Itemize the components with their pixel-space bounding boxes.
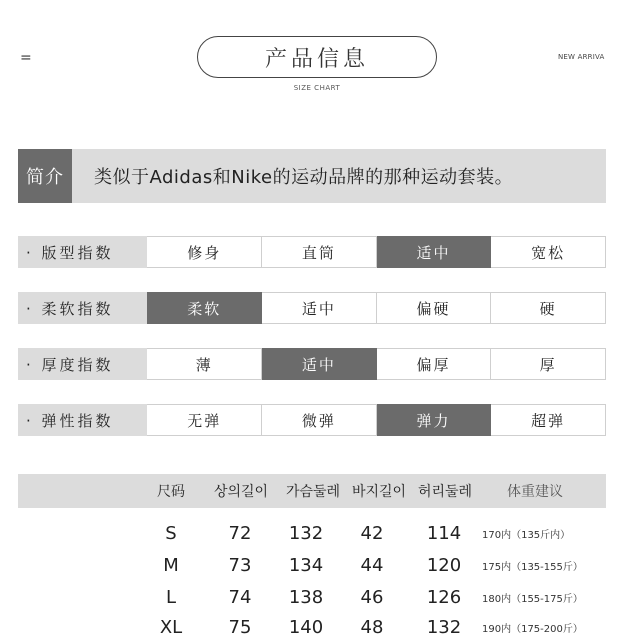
rating-row-thickness	[18, 348, 606, 380]
pants-length-cell: 48	[360, 616, 384, 638]
chest-cell: 138	[288, 586, 324, 608]
chest-cell: 132	[288, 522, 324, 544]
left-mark: =	[20, 50, 32, 66]
rating-option-selected: 柔软	[147, 292, 262, 324]
header-waist: 허리둘레	[417, 484, 473, 500]
page-subtitle: SIZE CHART	[293, 84, 341, 92]
rating-option: 直筒	[262, 236, 377, 268]
rating-option: 修身	[147, 236, 262, 268]
waist-cell: 120	[426, 554, 462, 576]
intro-bar	[18, 149, 606, 203]
chest-cell: 140	[288, 616, 324, 638]
waist-cell: 114	[426, 522, 462, 544]
rating-option: 硬	[491, 292, 606, 324]
weight-cell: 175内（135-155斤）	[482, 561, 583, 573]
header-top-length: 상의길이	[213, 484, 269, 500]
chest-cell: 134	[288, 554, 324, 576]
header-chest: 가슴둘레	[285, 484, 341, 500]
size-cell: S	[165, 522, 177, 544]
page-title: 产品信息	[197, 36, 437, 78]
rating-option: 厚	[491, 348, 606, 380]
top-length-cell: 75	[228, 616, 252, 638]
top-length-cell: 73	[228, 554, 252, 576]
rating-option: 偏厚	[377, 348, 492, 380]
rating-option: 薄	[147, 348, 262, 380]
rating-option: 适中	[262, 292, 377, 324]
intro-text: 类似于Adidas和Nike的运动品牌的那种运动套装。	[94, 167, 514, 188]
rating-label: · 柔软指数	[18, 292, 147, 324]
weight-cell: 190内（175-200斤）	[482, 623, 583, 635]
rating-label: · 厚度指数	[18, 348, 147, 380]
size-cell: XL	[159, 616, 183, 638]
weight-cell: 170内（135斤内）	[482, 529, 571, 541]
header-size: 尺码	[157, 484, 185, 500]
rating-option-selected: 适中	[262, 348, 377, 380]
rating-option: 微弹	[262, 404, 377, 436]
rating-option: 宽松	[491, 236, 606, 268]
top-length-cell: 72	[228, 522, 252, 544]
top-length-cell: 74	[228, 586, 252, 608]
pants-length-cell: 42	[360, 522, 384, 544]
weight-cell: 180内（155-175斤）	[482, 593, 583, 605]
rating-option-selected: 适中	[377, 236, 492, 268]
new-arrival-tag: NEW ARRIVA	[558, 53, 605, 61]
rating-row-elasticity	[18, 404, 606, 436]
pants-length-cell: 44	[360, 554, 384, 576]
rating-row-fit	[18, 236, 606, 268]
rating-label: · 弹性指数	[18, 404, 147, 436]
pants-length-cell: 46	[360, 586, 384, 608]
intro-label: 简介	[18, 149, 72, 203]
rating-label: · 版型指数	[18, 236, 147, 268]
rating-option: 偏硬	[377, 292, 492, 324]
rating-row-softness	[18, 292, 606, 324]
header-pants-length: 바지길이	[351, 484, 407, 500]
waist-cell: 126	[426, 586, 462, 608]
rating-option: 超弹	[491, 404, 606, 436]
waist-cell: 132	[426, 616, 462, 638]
size-cell: M	[163, 554, 179, 576]
header-weight: 体重建议	[507, 484, 563, 500]
size-cell: L	[165, 586, 177, 608]
rating-option-selected: 弹力	[377, 404, 492, 436]
rating-option: 无弹	[147, 404, 262, 436]
